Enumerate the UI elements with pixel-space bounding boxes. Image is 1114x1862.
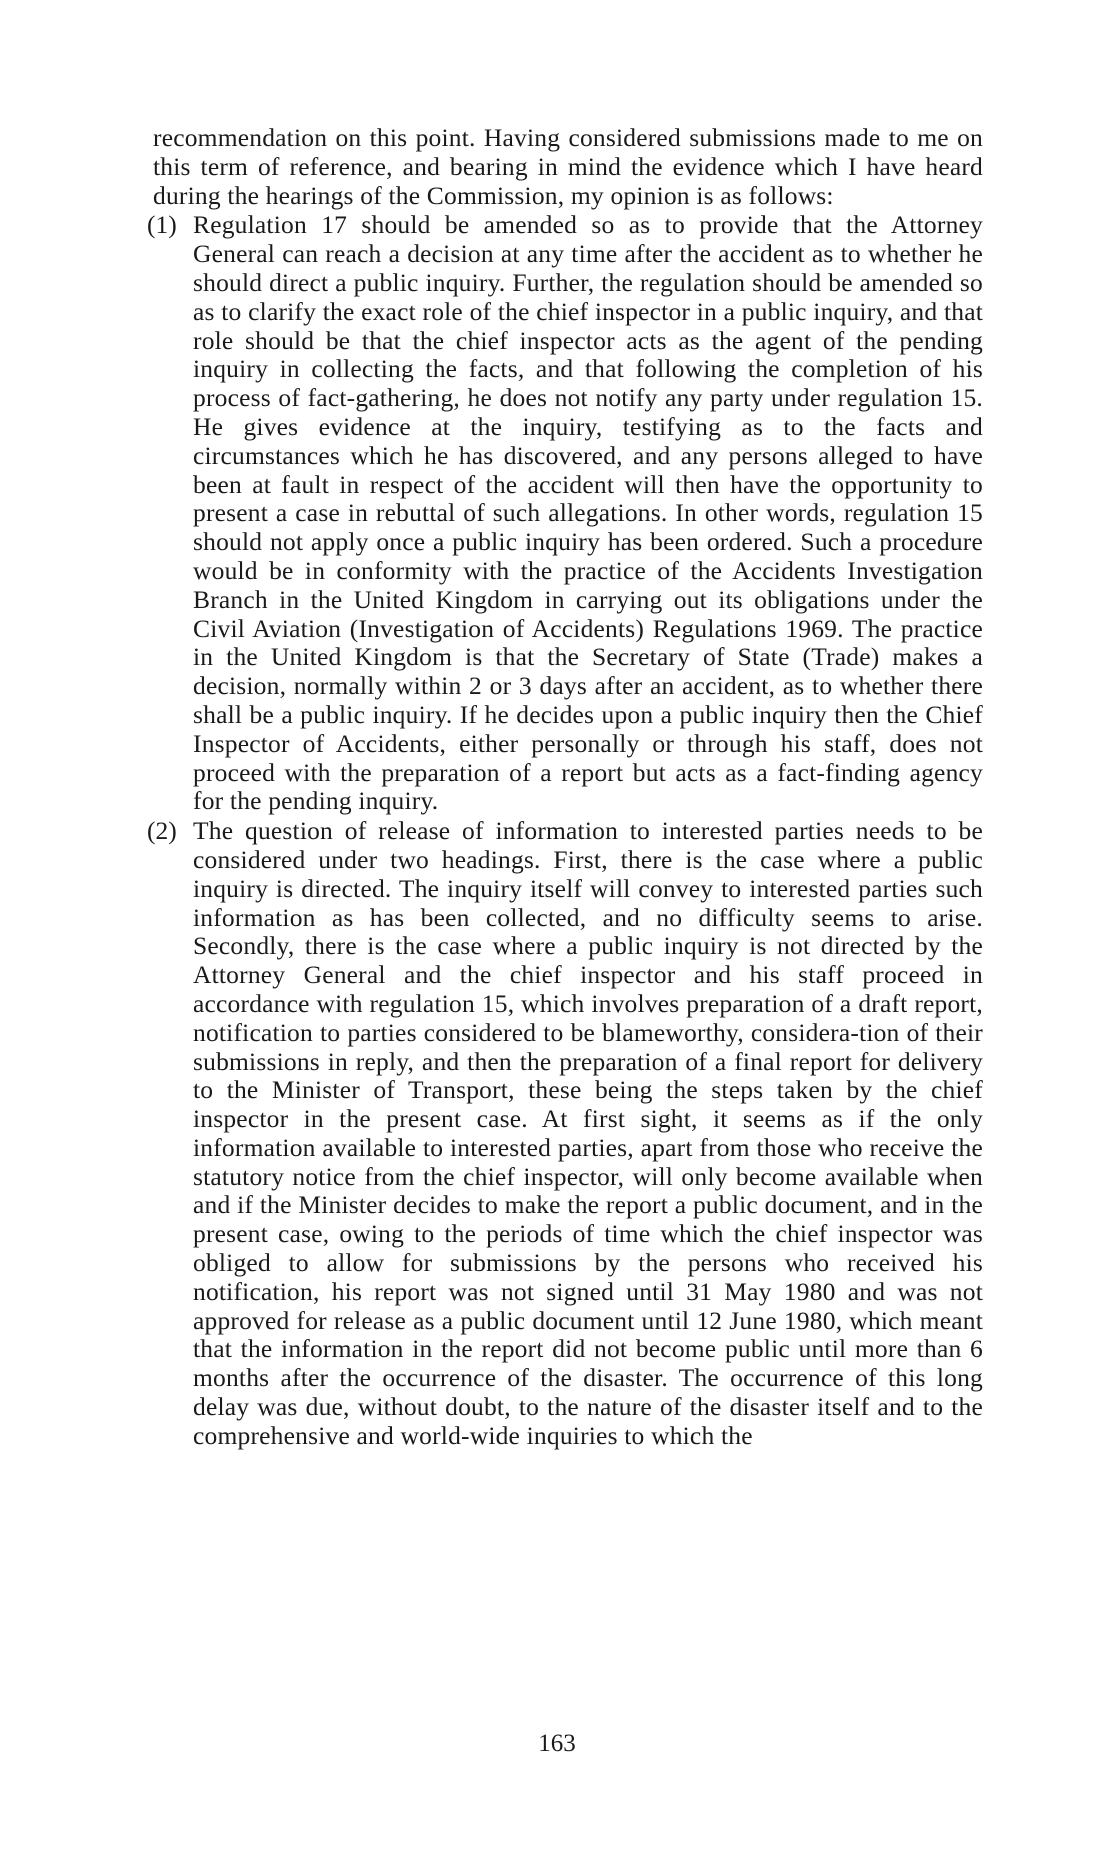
list-item xyxy=(147,816,983,1451)
page-number: 163 xyxy=(538,1730,576,1757)
item-paragraph: Regulation 17 should be amended so as to provide that the Attorney General can reach a decision at any time after the accident as to whether he should direct a public inquiry. Further, the regulation should be amended so as to clarify the exact role of the chief inspector in a public inquiry, and that role should be that the chief inspector acts as the agent of the pending inquiry in collecting the facts, and that following the completion of his process of fact-gathering, he does not notify any party under regulation 15. He gives evidence at the inquiry, testifying as to the facts and circumstances which he has discovered, and any persons alleged to have been at fault in respect of the accident will then have the opportunity to present a case in rebuttal of such allegations. In other words, regulation 15 should not apply once a public inquiry has been ordered. Such a procedure would be in conformity with the practice of the Accidents Investigation Branch in the United Kingdom in carrying out its obligations under the Civil Aviation (Investigation of Accidents) Regulations 1969. The practice in the United Kingdom is that the Secretary of State (Trade) makes a decision, normally within 2 or 3 days after an accident, as to whether there shall be a public inquiry. If he decides upon a public inquiry then the Chief Inspector of Accidents, either personally or through his staff, does not proceed with the preparation of a report but acts as a fact-finding agency for the pending inquiry. xyxy=(193,210,983,816)
item-number: (2) xyxy=(147,816,177,846)
page-body xyxy=(147,123,983,1452)
item-number: (1) xyxy=(147,210,177,240)
intro-paragraph: recommendation on this point. Having considered submissions made to me on this term of reference, and bearing in mind the evidence which I have heard during the hearings of the Commission, my opinion is as follows: xyxy=(153,123,983,210)
item-paragraph: The question of release of information to interested parties needs to be considered under two headings. First, there is the case where a public inquiry is directed. The inquiry itself will convey to interested parties such information as has been collected, and no difficulty seems to arise. Secondly, there is the case where a public inquiry is not directed by the Attorney General and the chief inspector and his staff proceed in accordance with regulation 15, which involves preparation of a draft report, notification to parties considered to be blameworthy, considera-tion of their submissions in reply, and then the preparation of a final report for delivery to the Minister of Transport, these being the steps taken by the chief inspector in the present case. At first sight, it seems as if the only information available to interested parties, apart from those who receive the statutory notice from the chief inspector, will only become available when and if the Minister decides to make the report a public document, and in the present case, owing to the periods of time which the chief inspector was obliged to allow for submissions by the persons who received his notification, his report was not signed until 31 May 1980 and was not approved for release as a public document until 12 June 1980, which meant that the information in the report did not become public until more than 6 months after the occurrence of the disaster. The occurrence of this long delay was due, without doubt, to the nature of the disaster itself and to the comprehensive and world-wide inquiries to which the xyxy=(193,816,983,1450)
list-item xyxy=(147,210,983,816)
